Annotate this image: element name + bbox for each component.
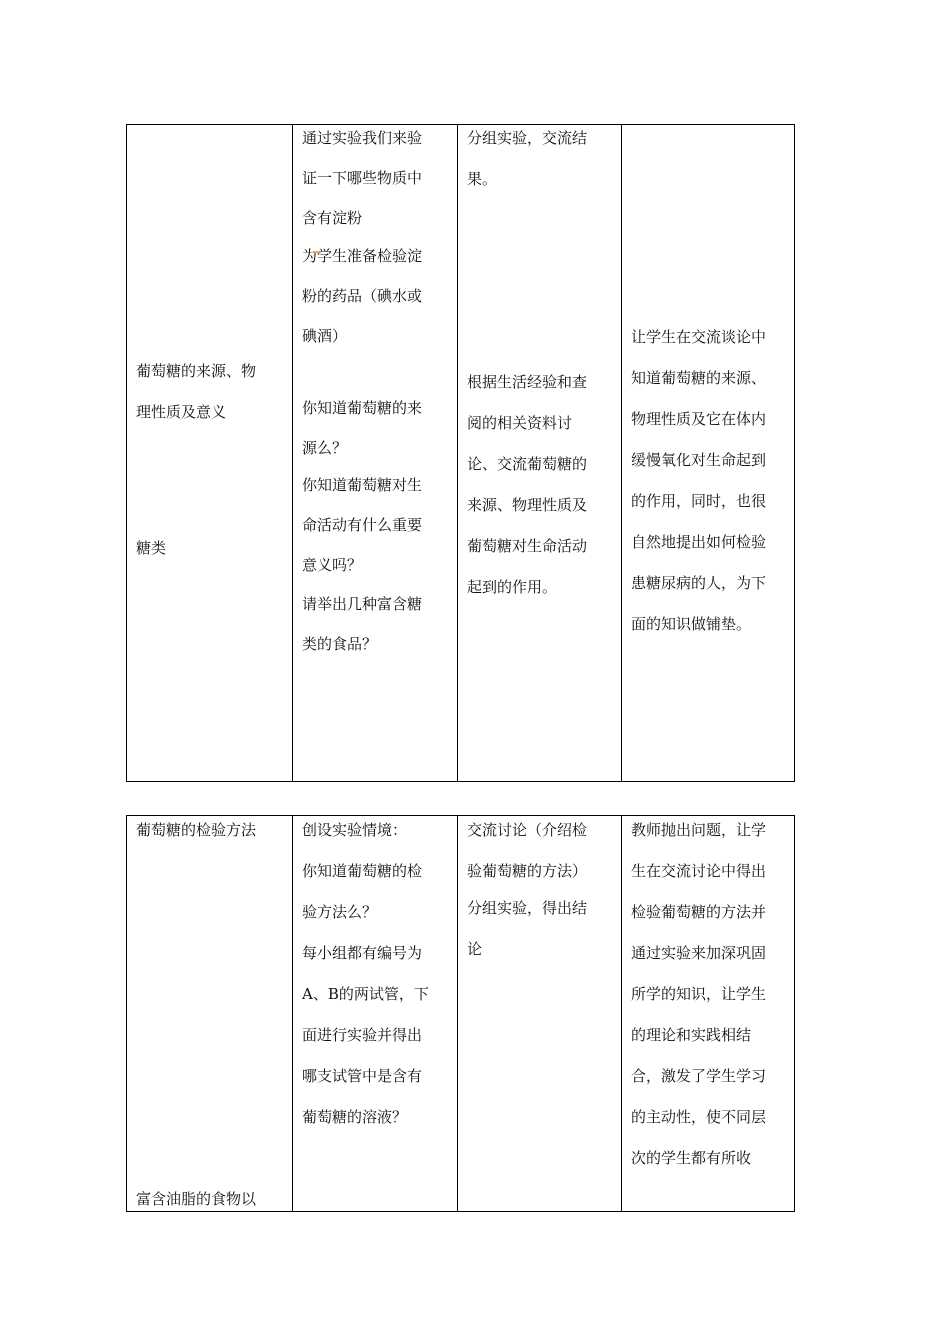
student-text-conclusion: 分组实验，得出结 论: [467, 899, 588, 958]
teacher-text-scenario: 创设实验情境： 你知道葡萄糖的检 验方法么？: [302, 821, 423, 921]
student-activity-column: [457, 816, 622, 1211]
design-intent-column: [621, 816, 795, 1211]
teacher-text-starch-experiment: 通过实验我们来验 证一下哪些物质中 含有淀粉: [302, 129, 423, 227]
teacher-question-foods: 请举出几种富含糖 类的食品？: [302, 595, 423, 653]
teacher-question-significance: 你知道葡萄糖对生 命活动有什么重要 意义吗？: [302, 476, 423, 574]
design-intent-column: [621, 125, 795, 781]
design-intent-text: 让学生在交流谈论中 知道葡萄糖的来源、 物理性质及它在体内 缓慢氧化对生命起到 的作用，同时，也很 自然地提出如何检验 患糖尿病的人，为下 面的知识做铺垫。: [631, 328, 767, 633]
student-text-exchange: 交流讨论（介绍检 验葡萄糖的方法）: [467, 821, 588, 880]
student-activity-column: [457, 125, 622, 781]
topic-glucose-properties: 葡萄糖的来源、物 理性质及意义: [136, 362, 257, 421]
annotation-mark-icon: [313, 242, 321, 253]
topic-fatty-foods: 富含油脂的食物以: [136, 1190, 257, 1208]
teacher-text-test-tubes: 每小组都有编号为 A、B的两试管，下 面进行实验并得出 哪支试管中是含有 葡萄糖的溶液？: [302, 944, 429, 1126]
topic-glucose-test: 葡萄糖的检验方法: [136, 821, 257, 839]
topic-sugars: 糖类: [136, 539, 167, 557]
topic-column: [127, 816, 292, 1211]
teacher-text-reagents: 为学生准备检验淀 粉的药品（碘水或 碘酒）: [302, 236, 453, 356]
student-text-discussion: 根据生活经验和查 阅的相关资料讨 论、交流葡萄糖的 来源、物理性质及 葡萄糖对生命活动 起到的作用。: [467, 373, 588, 596]
topic-column: [127, 125, 292, 781]
teacher-activity-column: [292, 816, 457, 1211]
teacher-question-source: 你知道葡萄糖的来 源么？: [302, 399, 423, 457]
lesson-table-2: [126, 815, 795, 1212]
student-text-group-experiment: 分组实验，交流结 果。: [467, 129, 588, 188]
design-intent-text: 教师抛出问题，让学 生在交流讨论中得出 检验葡萄糖的方法并 通过实验来加深巩固 所学的知识，让学生 的理论和实践相结 合，激发了学生学习 的主动性，使不同层 次的学生都有所收: [631, 821, 767, 1167]
teacher-activity-column: [292, 125, 457, 781]
lesson-table-1: [126, 124, 795, 782]
